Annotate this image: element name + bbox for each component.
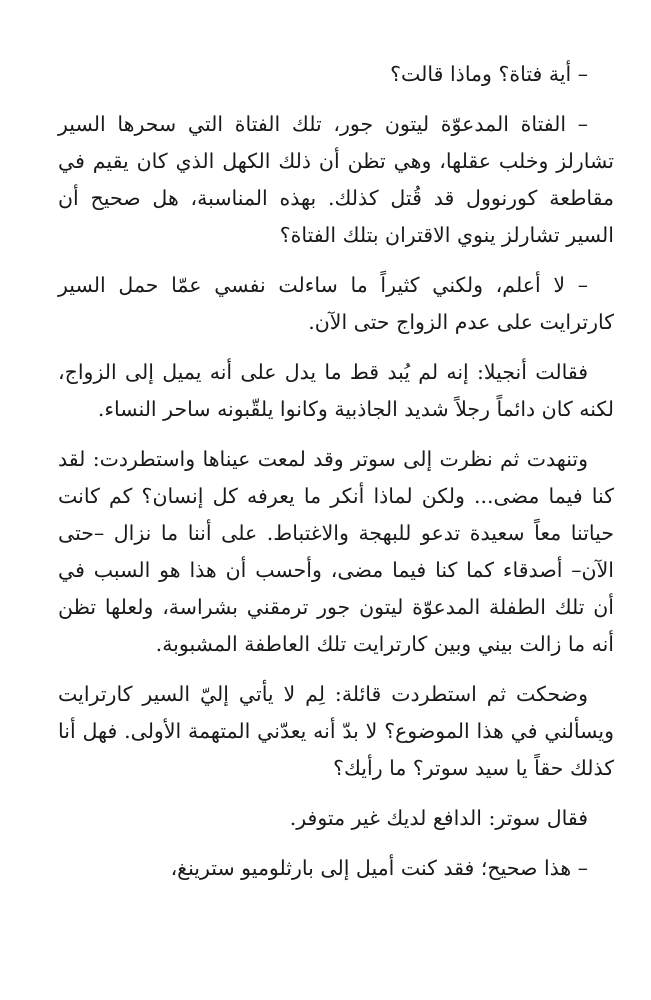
paragraph-1: – أية فتاة؟ وماذا قالت؟ [390, 62, 588, 86]
paragraph-5: وتنهدت ثم نظرت إلى سوتر وقد لمعت عيناها واستطردت: لقد كنا فيما مضى... ولكن لماذا أنكر ما يعرفه كل إنسان؟ كم كانت حياتنا معاً سعيدة تدعو للبهجة والاغتباط. على أننا ما نزال –حتى الآن– أصدقاء كما كنا فيما مضى، وأحسب أن هذا هو السبب في أن تلك الطفلة المدعوّة ليتون جور ترمقني بشراسة، ولعلها تظن أنه ما زالت بيني وبين كارترايت تلك العاطفة المشبوبة. [58, 447, 614, 656]
paragraph-gap [58, 341, 614, 354]
paragraph-gap [58, 428, 614, 441]
paragraph-3: – لا أعلم، ولكني كثيراً ما ساءلت نفسي عمّا حمل السير كارترايت على عدم الزواج حتى الآن. [58, 273, 614, 334]
paragraph-gap [58, 93, 614, 106]
paragraph-2: – الفتاة المدعوّة ليتون جور، تلك الفتاة التي سحرها السير تشارلز وخلب عقلها، وهي تظن أن ذلك الكهل الذي كان يقيم في مقاطعة كورنوول قد قُتل كذلك. بهذه المناسبة، هل صحيح أن السير تشارلز ينوي الاقتران بتلك الفتاة؟ [58, 112, 614, 247]
paragraph-8: – هذا صحيح؛ فقد كنت أميل إلى بارثلوميو سترينغ، [170, 856, 588, 880]
paragraph-gap [58, 663, 614, 676]
paragraph-gap [58, 837, 614, 850]
paragraph-gap [58, 254, 614, 267]
book-page [58, 56, 614, 887]
paragraph-gap [58, 787, 614, 800]
paragraph-6: وضحكت ثم استطردت قائلة: لِم لا يأتي إليّ السير كارترايت ويسألني في هذا الموضوع؟ لا بدّ أنه يعدّني المتهمة الأولى. فهل أنا كذلك حقاً يا سيد سوتر؟ ما رأيك؟ [58, 682, 614, 780]
paragraph-7: فقال سوتر: الدافع لديك غير متوفر. [289, 806, 588, 830]
paragraph-4: فقالت أنجيلا: إنه لم يُبد قط ما يدل على أنه يميل إلى الزواج، لكنه كان دائماً رجلاً شديد الجاذبية وكانوا يلقّبونه ساحر النساء. [58, 360, 614, 421]
